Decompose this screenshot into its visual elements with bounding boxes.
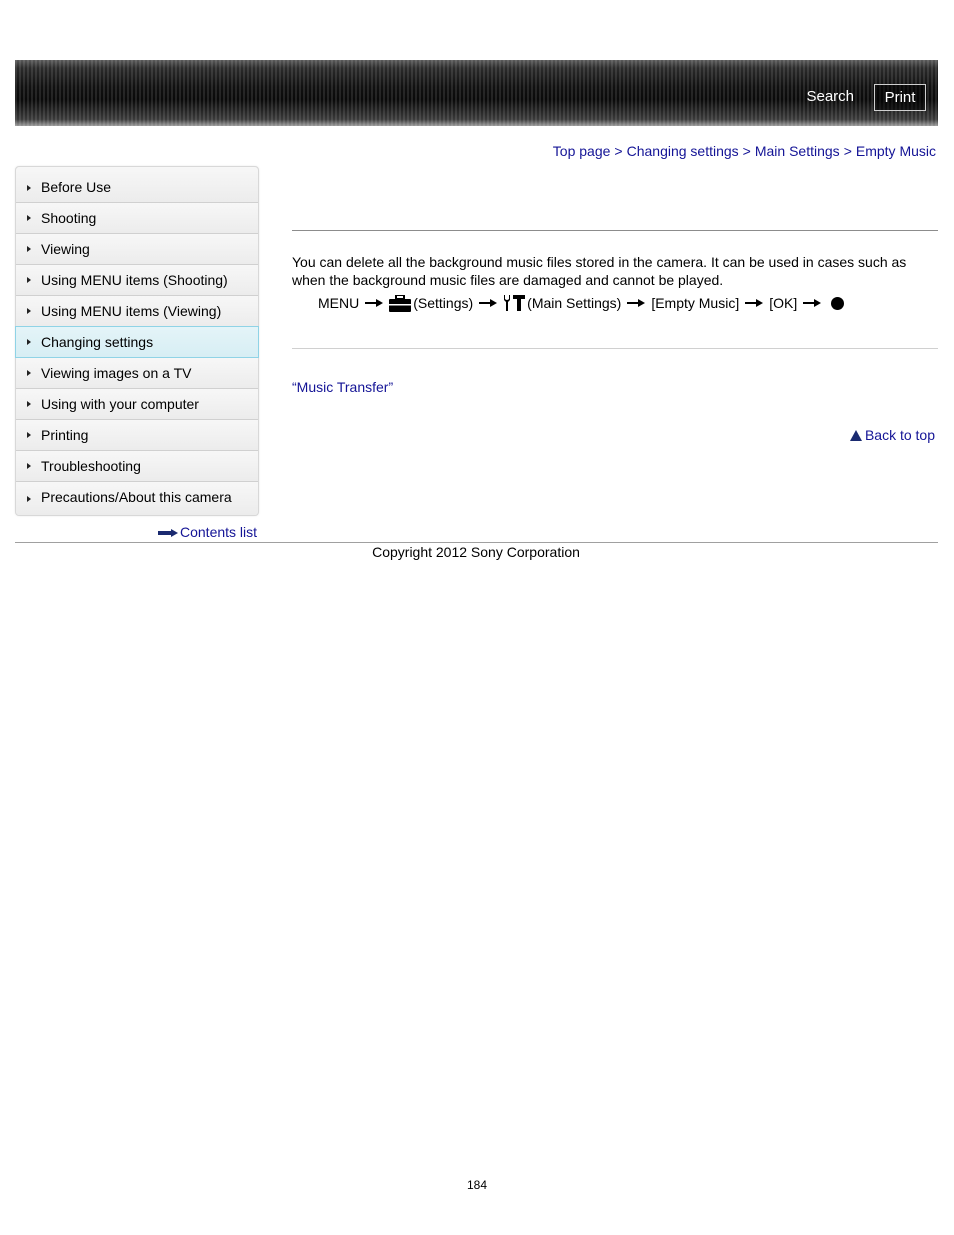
toolbox-icon (389, 295, 411, 312)
triangle-right-icon (27, 463, 31, 469)
sidebar-item-viewing-tv[interactable] (16, 358, 258, 389)
contents-list-label: Contents list (180, 524, 258, 540)
description-text: You can delete all the background music files stored in the camera. It can be used in cases such as when the background music files are damaged and cannot be played. (292, 254, 907, 288)
triangle-right-icon (27, 339, 31, 345)
sidebar-item-before-use[interactable] (16, 167, 258, 203)
triangle-right-icon (27, 496, 31, 502)
sidebar-item-shooting[interactable] (16, 203, 258, 234)
sidebar-item-label: Precautions/About this camera (41, 489, 232, 505)
contents-list-link[interactable] (158, 524, 257, 540)
search-link[interactable]: Search (806, 88, 854, 105)
triangle-right-icon (27, 401, 31, 407)
right-arrow-icon (479, 299, 497, 307)
right-arrow-icon (365, 299, 383, 307)
arrow-right-icon (158, 529, 178, 537)
step-empty-music: [Empty Music] (651, 295, 740, 311)
sidebar-item-computer[interactable] (16, 389, 258, 420)
right-arrow-icon (627, 299, 645, 307)
step-ok: [OK] (769, 295, 798, 311)
sidebar-item-menu-viewing[interactable] (16, 296, 258, 327)
sidebar-item-changing-settings[interactable] (15, 326, 259, 358)
sidebar-item-viewing[interactable] (16, 234, 258, 265)
sidebar-item-menu-shooting[interactable] (16, 265, 258, 296)
breadcrumb-top-page[interactable]: Top page (552, 143, 611, 159)
sidebar-item-label: Viewing (41, 241, 90, 257)
page-number: 184 (466, 1178, 488, 1192)
related-link-music-transfer[interactable]: “Music Transfer” (292, 379, 394, 395)
section-divider (292, 348, 938, 349)
triangle-right-icon (27, 308, 31, 314)
triangle-right-icon (27, 277, 31, 283)
sidebar-item-label: Using with your computer (41, 396, 199, 412)
sidebar-item-troubleshooting[interactable] (16, 451, 258, 482)
back-to-top-link[interactable] (850, 427, 935, 443)
breadcrumb-main-settings[interactable]: Main Settings (754, 143, 840, 159)
footer-divider (15, 542, 938, 543)
sidebar-nav (15, 166, 259, 516)
wrench-hammer-icon (503, 294, 525, 312)
back-to-top-label: Back to top (864, 427, 935, 443)
step-settings: (Settings) (413, 295, 474, 311)
triangle-right-icon (27, 246, 31, 252)
sidebar-item-label: Using MENU items (Shooting) (41, 272, 228, 288)
triangle-right-icon (27, 432, 31, 438)
sidebar-item-label: Viewing images on a TV (41, 365, 192, 381)
sidebar-item-label: Changing settings (41, 334, 154, 350)
step-main-settings: (Main Settings) (527, 295, 622, 311)
breadcrumb (553, 143, 936, 159)
right-arrow-icon (803, 299, 821, 307)
menu-path (318, 294, 844, 312)
sidebar-item-precautions[interactable] (16, 482, 258, 515)
sidebar-item-label: Printing (41, 427, 89, 443)
breadcrumb-separator: > (614, 143, 623, 159)
sidebar-item-label: Troubleshooting (41, 458, 141, 474)
print-button[interactable]: Print (874, 84, 926, 111)
sidebar-item-printing[interactable] (16, 420, 258, 451)
sidebar-item-label: Before Use (41, 179, 112, 195)
triangle-right-icon (27, 215, 31, 221)
copyright-text: Copyright 2012 Sony Corporation (372, 544, 580, 560)
breadcrumb-separator: > (742, 143, 751, 159)
sidebar-item-label: Shooting (41, 210, 97, 226)
breadcrumb-empty-music[interactable]: Empty Music (855, 143, 936, 159)
step-menu: MENU (318, 295, 360, 311)
triangle-up-icon (850, 430, 862, 441)
right-arrow-icon (745, 299, 763, 307)
sidebar-item-label: Using MENU items (Viewing) (41, 303, 222, 319)
breadcrumb-separator: > (843, 143, 852, 159)
triangle-right-icon (27, 370, 31, 376)
triangle-right-icon (27, 185, 31, 191)
breadcrumb-changing-settings[interactable]: Changing settings (626, 143, 739, 159)
center-button-icon (831, 297, 844, 310)
title-divider (292, 230, 938, 231)
header-bar (15, 60, 938, 126)
